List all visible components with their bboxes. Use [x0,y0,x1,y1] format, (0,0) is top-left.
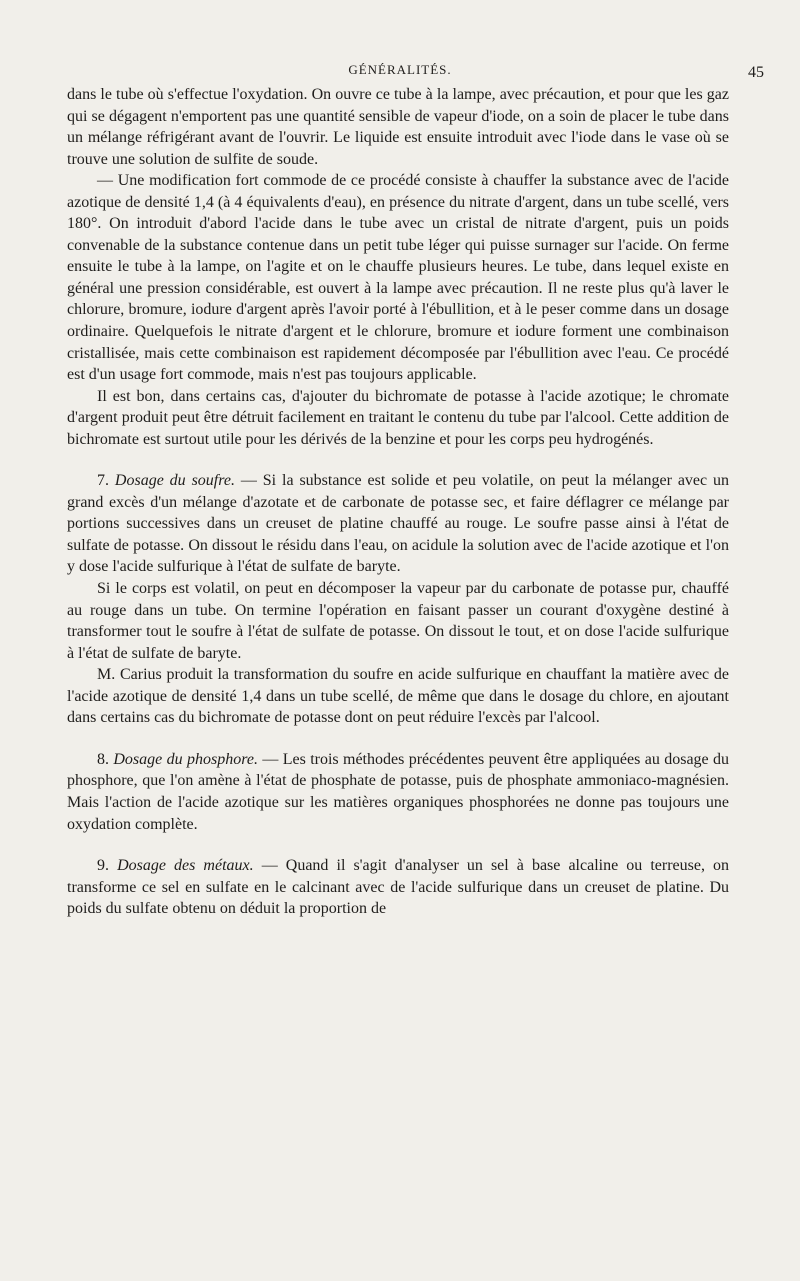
paragraph [67,386,729,451]
paragraph [67,578,729,664]
paragraph [67,170,729,385]
section-title: Dosage du phosphore. [113,750,258,768]
section-number: 8. [97,750,109,768]
paragraph-text: Si le corps est volatil, on peut en décomposer la vapeur par du carbonate de potasse pur, chauffé au rouge dans un tube. On termine l'opération en faisant passer un courant d'oxygène destiné à transformer tout le soufre à l'état de sulfate de potasse. On dissout le tout, et on dose l'acide sulfurique à l'état de sulfate de baryte. [67,580,729,662]
section-paragraph-metals [67,855,729,920]
paragraph-text: — Quand il s'agit d'analyser un sel à base alcaline ou terreuse, on transforme ce sel en sulfate en le calcinant avec de l'acide sulfurique dans un creuset de platine. Du poids du sulfate obtenu on déduit la proportion de [67,857,730,918]
body-text [67,84,729,920]
page-header [0,60,800,82]
paragraph-text: Il est bon, dans certains cas, d'ajouter du bichromate de potasse à l'acide azotique; le chromate d'argent produit peut être détruit facilement en traitant le contenu du tube par l'alcool. Cette addition de bichromate est surtout utile pour les dérivés de la benzine et pour les corps peu hydrogénés. [67,387,729,448]
paragraph-text: — Les trois méthodes précédentes peuvent être appliquées au dosage du phosphore, que l'on amène à l'état de phosphate de potasse, puis de phosphate ammoniaco-magnésien. Mais l'action de l'acide azotique sur les matières organiques phosphorées ne donne pas toujours une oxydation complète. [67,750,730,833]
paragraph [67,84,729,170]
section-title: Dosage du soufre. [114,472,235,490]
section-number: 9. [97,857,109,875]
paragraph-text: dans le tube où s'effectue l'oxydation. On ouvre ce tube à la lampe, avec précaution, et pour que les gaz qui se dégagent n'emportent pas une quantité sensible de vapeur d'iode, on a soin de placer le tube dans un mélange réfrigérant avant de l'ouvrir. Le liquide est ensuite introduit avec l'iode dans le vase où se trouve une solution de sulfite de soude. [67,86,729,168]
page-number: 45 [748,64,764,81]
paragraph [67,664,729,729]
paragraph-text: M. Carius produit la transformation du soufre en acide sulfurique en chauffant la matière avec de l'acide azotique de densité 1,4 dans un tube scellé, de même que dans le dosage du chlore, en ajoutant dans certains cas du bichromate de potasse dont on peut réduire l'excès par l'alcool. [67,666,729,727]
running-title: GÉNÉRALITÉS. [348,62,452,77]
paragraph-text: — Une modification fort commode de ce procédé consiste à chauffer la substance avec de l'acide azotique de densité 1,4 (à 4 équivalents d'eau), en présence du nitrate d'argent, dans un tube scellé, vers 180°. On introduit d'abord l'acide dans le tube avec un cristal de nitrate d'argent, puis un poids convenable de la substance contenue dans un petit tube léger qui puisse surnager sur l'acide. On ferme ensuite le tube à la lampe, on l'agite et on le chauffe plusieurs heures. Le tube, dans lequel existe en général une pression considérable, est ouvert à la lampe avec précaution. Il ne reste plus qu'à laver le chlorure, bromure, iodure d'argent après l'avoir porté à l'ébullition, et à le peser comme dans un dosage ordinaire. Quelquefois le nitrate d'argent et le chlorure, bromure et iodure forment une combinaison cristallisée, mais cette combinaison est rapidement décomposée par l'ébullition avec l'eau. Ce procédé est d'un usage fort commode, mais n'est pas toujours applicable. [67,172,729,384]
section-title: Dosage des métaux. [117,857,254,875]
section-paragraph-phosphorus [67,749,729,835]
paragraph-text: — Si la substance est solide et peu volatile, on peut la mélanger avec un grand excès d'un mélange d'azotate et de carbonate de potasse sec, et faire déflagrer ce mélange par portions successives dans un creuset de platine chauffé au rouge. Le soufre passe ainsi à l'état de sulfate de potasse. On dissout le résidu dans l'eau, on acidule la solution avec de l'acide azotique et l'on y dose l'acide sulfurique à l'état de sulfate de baryte. [67,472,730,576]
section-number: 7. [97,472,109,490]
section-paragraph-sulfur [67,470,729,578]
